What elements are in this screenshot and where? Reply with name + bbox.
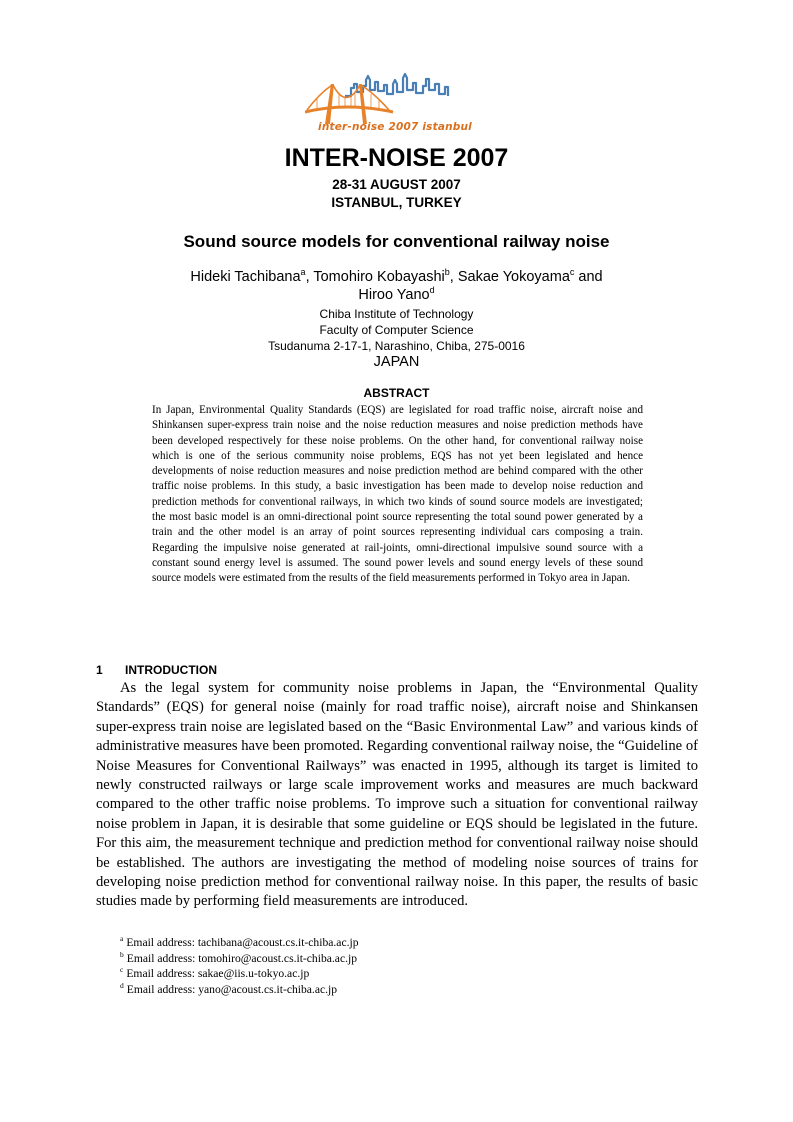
- introduction-text: As the legal system for community noise problems in Japan, the “Environmental Quality Standards” (EQS) for general noise (mainly for road traffic noise), aircraft noise and Shinkansen super-express train noise are legislated based on the “Basic Environmental Law” and various kinds of administrative measures have been promoted. Regarding conventional railway noise, the “Guideline of Noise Measures for Conventional Railways” was enacted in 1995, although its target is limited to newly constructed railways or large scale improvement works and measures are much backward compared to the other traffic noise problems. To improve such a situation for conventional railway noise problem in Japan, it is desirable that some guideline or EQS should be legislated in the future. For this aim, the measurement technique and prediction method for conventional railway noise should be established. The authors are investigating the method of modeling noise sources of trains for developing noise prediction method for conventional railway noise. In this paper, the results of basic studies made by performing field measurements are introduced.: [96, 680, 698, 910]
- section-title: INTRODUCTION: [125, 663, 217, 677]
- author-name: Hideki Tachibana: [190, 269, 301, 285]
- affiliation-country: JAPAN: [373, 354, 420, 370]
- affiliation-faculty: Faculty of Computer Science: [319, 323, 474, 337]
- section-heading: [96, 663, 217, 677]
- footnote-mark: c: [120, 965, 124, 975]
- section-number: 1: [96, 663, 103, 677]
- conference-location: ISTANBUL, TURKEY: [331, 195, 462, 210]
- abstract-text: In Japan, Environmental Quality Standards (EQS) are legislated for road traffic noise, aircraft noise and Shinkansen super-express train noise and the noise reduction measures and noise prediction methods have been developed respectively for these noise problems. On the other hand, for conventional railway noise which is one of the serious community noise problems, EQS has not yet been legislated and hence developments of noise reduction measures and noise prediction method are behind compared with the other traffic noise problems. In this study, a basic investigation has been made to develop noise reduction and prediction methods for conventional railways, in which two kinds of sound source models are investigated; the most basic model is an omni-directional point source representing the total sound power generated by a train and the other model is an array of point sources representing individual cars composing a train. Regarding the impulsive noise generated at rail-joints, omni-directional impulsive sound source with a constant sound energy level is assumed. The sound power levels and sound energy levels of these sound source models were estimated from the results of the field measurements performed in Tokyo area in Japan.: [152, 404, 643, 585]
- footnote-email: Email address: tachibana@acoust.cs.it-chiba.ac.jp: [126, 936, 359, 949]
- logo-caption: inter-noise 2007 istanbul: [318, 121, 472, 133]
- footnote-mark: d: [120, 980, 124, 990]
- conference-date: 28-31 AUGUST 2007: [332, 177, 461, 192]
- affiliation-address: Tsudanuma 2-17-1, Narashino, Chiba, 275-0016: [268, 339, 525, 353]
- author-name: Hiroo Yano: [358, 287, 430, 303]
- author-separator: ,: [449, 269, 458, 285]
- author-name: Sakae Yokoyama: [457, 269, 570, 285]
- author-separator: ,: [305, 269, 314, 285]
- author-separator: and: [574, 269, 603, 285]
- footnotes: [120, 935, 620, 997]
- footnote: [120, 966, 620, 982]
- paper-title: Sound source models for conventional railway noise: [183, 232, 610, 251]
- conference-title: INTER-NOISE 2007: [284, 144, 509, 172]
- footnote-email: Email address: sakae@iis.u-tokyo.ac.jp: [126, 967, 310, 981]
- author-name: Tomohiro Kobayashi: [313, 269, 445, 285]
- footnote: [120, 951, 620, 967]
- author-mark: d: [429, 285, 435, 295]
- footnote-email: Email address: tomohiro@acoust.cs.it-chiba.ac.jp: [126, 951, 358, 965]
- footnote: [120, 982, 620, 998]
- footnote-email: Email address: yano@acoust.cs.it-chiba.ac.jp: [126, 982, 338, 996]
- author-mark: a: [300, 267, 306, 277]
- author-list: [140, 268, 653, 304]
- footnote: [120, 935, 620, 951]
- footnote-mark: b: [120, 949, 124, 959]
- author-mark: c: [569, 267, 575, 277]
- bridge-skyline-logo-icon: [305, 66, 495, 126]
- abstract-heading: ABSTRACT: [363, 386, 430, 400]
- author-mark: b: [444, 267, 450, 277]
- footnote-mark: a: [120, 934, 124, 943]
- affiliation-institution: Chiba Institute of Technology: [319, 307, 474, 321]
